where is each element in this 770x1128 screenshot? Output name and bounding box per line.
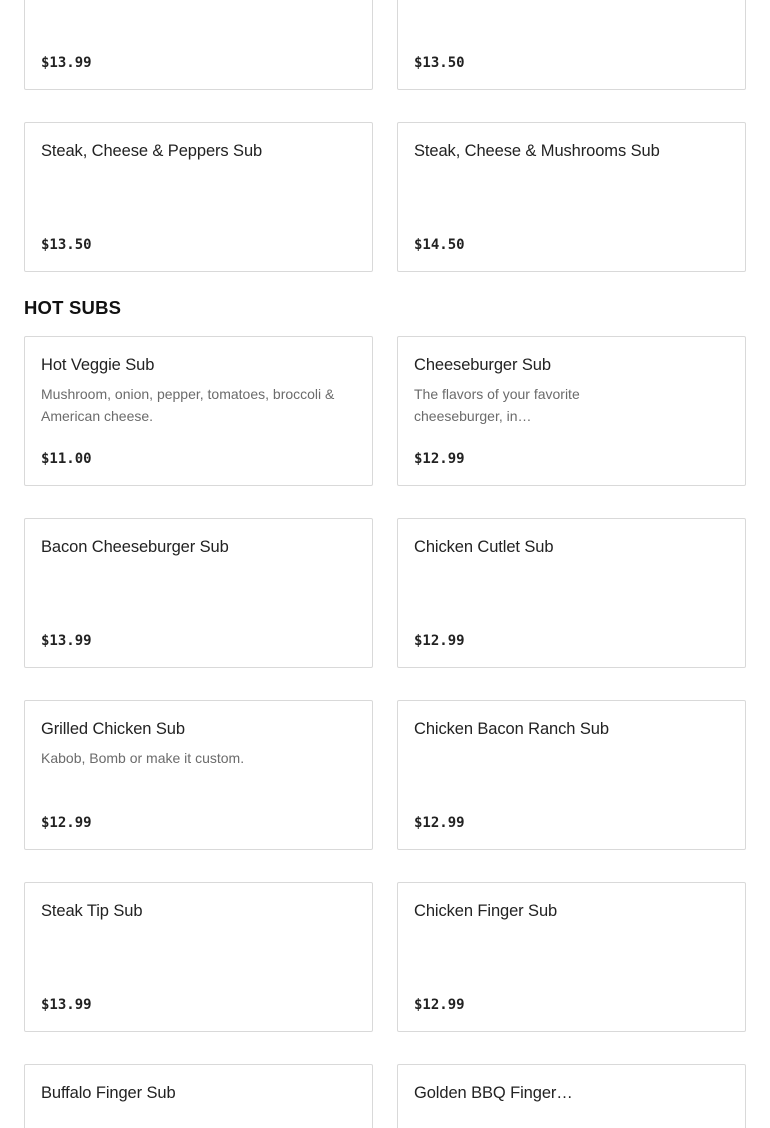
item-price: $13.50 [414,55,465,71]
item-name: Cheeseburger Sub [414,356,551,374]
item-name: Buffalo Finger Sub [41,1084,176,1102]
menu-item-card[interactable] [397,0,746,90]
menu-item-card[interactable] [397,122,746,272]
menu-item-card-golden-bbq-finger[interactable] [397,1064,746,1128]
item-name: Bacon Cheeseburger Sub [41,538,229,556]
item-description: Kabob, Bomb or make it custom. [41,750,245,766]
item-name: Steak, Cheese & Peppers Sub [41,142,263,160]
section-title-hot-subs: HOT SUBS [24,297,122,318]
item-description: The flavors of your favorite cheeseburger, in… [414,386,580,424]
menu-item-card-grilled-chicken-sub[interactable] [24,700,373,850]
item-name: Golden BBQ Finger… [414,1084,573,1102]
item-price: $12.99 [414,815,465,831]
menu-item-card-cheeseburger-sub[interactable] [397,336,746,486]
item-name: Steak Tip Sub [41,902,143,920]
item-name: Grilled Chicken Sub [41,720,185,738]
item-price: $14.50 [414,237,465,253]
item-name: Hot Veggie Sub [41,356,155,374]
menu-item-card[interactable] [24,122,373,272]
item-price: $13.50 [41,237,92,253]
menu-item-card[interactable] [24,0,373,90]
item-price: $12.99 [414,633,465,649]
menu-item-card-steak-tip-sub[interactable] [24,882,373,1032]
menu-item-card-bacon-cheeseburger-sub[interactable] [24,518,373,668]
item-name: Chicken Bacon Ranch Sub [414,720,609,738]
item-price: $13.99 [41,55,92,71]
item-price: $12.99 [414,451,465,467]
item-price: $13.99 [41,997,92,1013]
menu-item-card-buffalo-finger-sub[interactable] [24,1064,373,1128]
menu-item-card-chicken-finger-sub[interactable] [397,882,746,1032]
menu-item-card-chicken-cutlet-sub[interactable] [397,518,746,668]
item-name: Steak, Cheese & Mushrooms Sub [414,142,660,160]
menu-item-card-chicken-bacon-ranch-sub[interactable] [397,700,746,850]
item-name: Chicken Cutlet Sub [414,538,554,556]
item-price: $11.00 [41,451,92,467]
item-price: $12.99 [41,815,92,831]
item-description: Mushroom, onion, pepper, tomatoes, broccoli & American cheese. [41,386,335,424]
item-name: Chicken Finger Sub [414,902,558,920]
item-price: $12.99 [414,997,465,1013]
item-price: $13.99 [41,633,92,649]
menu-item-card-hot-veggie-sub[interactable] [24,336,373,486]
